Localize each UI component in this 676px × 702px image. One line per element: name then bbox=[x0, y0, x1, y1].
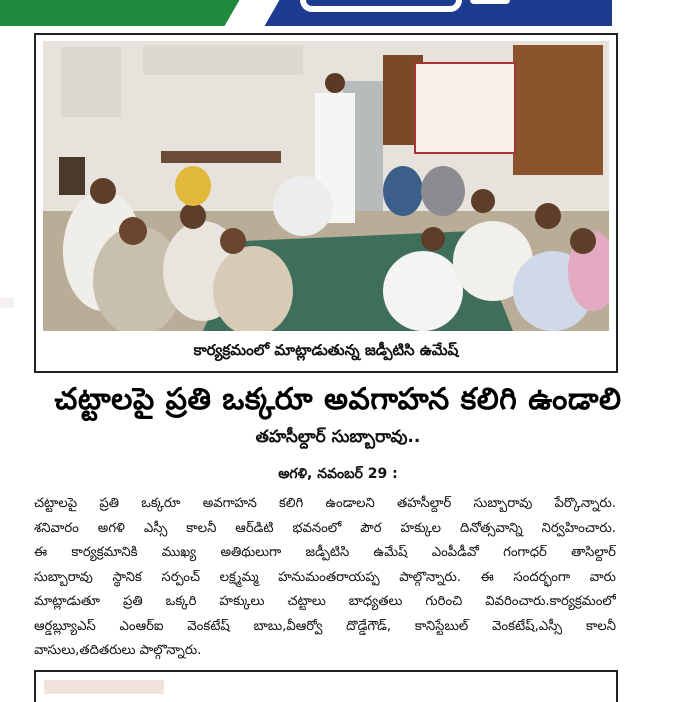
masthead-logo-fragment-2 bbox=[470, 0, 510, 4]
body-line: శనివారం అగళి ఎస్సీ కాలనీ ఆర్‌డిటి భవనంలో పౌర హక్కుల దినోత్సవాన్ని నిర్వహించారు. bbox=[34, 520, 616, 536]
body-line: చట్టాలపై ప్రతి ఒక్కరూ అవగాహన కలిగి ఉండాలని తహసీల్దార్ సుబ్బారావు పేర్కొన్నారు. bbox=[34, 496, 616, 511]
article-body bbox=[34, 492, 616, 664]
article-subheadline: తహసీల్దార్ సుబ్బారావు.. bbox=[255, 427, 421, 447]
next-article-box bbox=[34, 670, 618, 702]
article-dateline: అగళి, నవంబర్ 29 : bbox=[278, 466, 398, 482]
article-headline: చట్టాలపై ప్రతి ఒక్కరూ అవగాహన కలిగి ఉండాలి bbox=[54, 382, 622, 417]
body-line: వాసులు,తదితరులు పాల్గొన్నారు. bbox=[34, 643, 202, 658]
body-line: ఆర్డబ్ల్యూఎస్ ఎంఆర్ఐ వెంకటేష్ బాబు,వీఆర్వో దొడ్డేగౌడ్, కానిస్టేబుల్ వెంకటేష్,ఎస్సీ కాలనీ bbox=[34, 618, 616, 634]
masthead-banner bbox=[0, 0, 676, 28]
meeting-photo bbox=[43, 41, 609, 331]
page-edge-mark bbox=[0, 298, 14, 308]
body-line: సుబ్బారావు స్థానిక సర్పంచ్ లక్ష్మమ్మ హనుమంతరాయప్ప పాల్గొన్నారు. ఈ సందర్భంగా వారు bbox=[34, 569, 616, 585]
body-line: ఈ కార్యక్రమానికి ముఖ్య అతిథులుగా జడ్పీటిసి ఉమేష్ ఎంపీడీవో గంగాధర్ తాసిల్దార్ bbox=[34, 545, 616, 560]
body-line: మాట్లాడుతూ ప్రతి ఒక్కరి హక్కులు చట్టాలు బాధ్యతలు గురించి వివరించారు.కార్యక్రమంలో bbox=[34, 594, 616, 609]
masthead-logo-fragment bbox=[300, 0, 462, 12]
meeting-photo-illustration bbox=[43, 41, 609, 331]
banner-green-band bbox=[0, 0, 262, 26]
news-photo-box bbox=[34, 33, 618, 373]
photo-caption: కార్యక్రమంలో మాట్లాడుతున్న జడ్పీటిసి ఉమేష్ bbox=[193, 341, 459, 359]
